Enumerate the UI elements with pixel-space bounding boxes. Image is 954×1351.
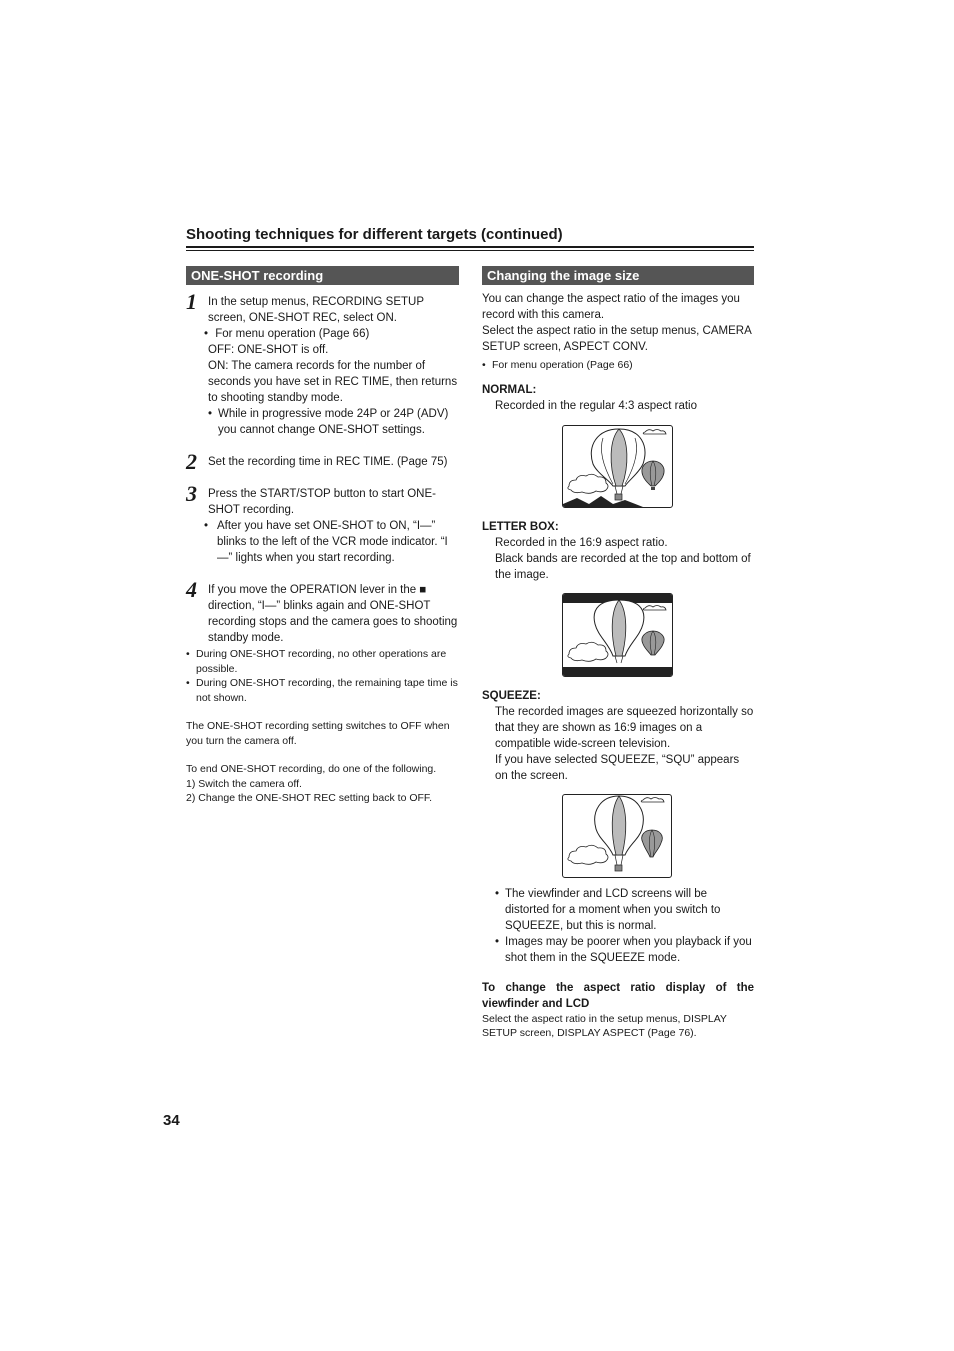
step-text: Set the recording time in REC TIME. (Page 75): [208, 456, 448, 468]
step-1: [186, 289, 460, 438]
bullet-text: Images may be poorer when you playback if you shot them in the SQUEEZE mode.: [505, 935, 752, 964]
bullet-item: • While in progressive mode 24P or 24P (ADV) you cannot change ONE-SHOT settings.: [208, 408, 449, 436]
balloon-illustration-normal: [562, 425, 673, 508]
on-text: ON: The camera records for the number of seconds you have set in REC TIME, then returns to shooting standby mode.: [208, 360, 458, 404]
balloon-illustration-letterbox: [562, 593, 673, 677]
squeeze-text-2: If you have selected SQUEEZE, “SQU” appears on the screen.: [495, 753, 740, 782]
bullet-item: • The viewfinder and LCD screens will be distorted for a moment when you switch to SQUEEZE, but this is normal.: [495, 887, 721, 932]
bullet-text: The viewfinder and LCD screens will be distorted for a moment when you switch to SQUEEZE, but this is normal.: [505, 887, 721, 932]
bullet-text: While in progressive mode 24P or 24P (ADV) you cannot change ONE-SHOT settings.: [218, 408, 449, 436]
balloon-illustration-squeeze: [562, 794, 672, 878]
step-text: If you move the OPERATION lever in the ■ direction, “I—” blinks again and ONE-SHOT recording stops and the camera goes to shooting standby mode.: [208, 584, 458, 644]
step-number: 1: [186, 289, 197, 314]
display-aspect-heading: To change the aspect ratio display of the viewfinder and LCD: [482, 981, 754, 1010]
step-3: [186, 481, 460, 566]
title-rule: [186, 246, 754, 248]
page-number: 34: [163, 1112, 180, 1129]
balloon-icon: [563, 426, 672, 507]
letterbox-text-1: Recorded in the 16:9 aspect ratio.: [495, 536, 668, 549]
note-text: During ONE-SHOT recording, no other operations are possible.: [196, 648, 447, 675]
left-column: [186, 289, 460, 806]
off-paragraph: The ONE-SHOT recording setting switches to OFF when you turn the camera off.: [186, 720, 450, 747]
title-rule-thin: [186, 250, 754, 251]
normal-text: Recorded in the regular 4:3 aspect ratio: [495, 399, 698, 412]
squeeze-label: SQUEEZE:: [482, 689, 541, 702]
balloon-icon: [563, 795, 671, 877]
section-heading-one-shot: ONE-SHOT recording: [186, 266, 459, 285]
section-heading-image-size: Changing the image size: [482, 266, 754, 285]
menu-note-text: For menu operation (Page 66): [492, 359, 633, 371]
display-aspect-text: Select the aspect ratio in the setup menus, DISPLAY SETUP screen, DISPLAY ASPECT (Page 76).: [482, 1012, 727, 1039]
squeeze-text-1: The recorded images are squeezed horizontally so that they are shown as 16:9 images on a compatible wide-screen television.: [495, 705, 754, 750]
step-2: [186, 449, 460, 474]
step-number: 4: [186, 577, 197, 602]
end-intro: To end ONE-SHOT recording, do one of the following.: [186, 763, 437, 775]
step-number: 2: [186, 449, 197, 474]
end-option-2: 2) Change the ONE-SHOT REC setting back to OFF.: [186, 792, 433, 804]
right-column: [482, 291, 754, 1041]
end-option-1: 1) Switch the camera off.: [186, 777, 302, 790]
bullet-text: After you have set ONE-SHOT to ON, “I—” blinks to the left of the VCR mode indicator. “I—” lights when you start recording.: [217, 520, 448, 564]
off-text: OFF: ONE-SHOT is off.: [208, 344, 329, 356]
note-item: • During ONE-SHOT recording, no other operations are possible.: [186, 648, 447, 675]
step-text: Press the START/STOP button to start ONE-SHOT recording.: [208, 488, 436, 516]
step-number: 3: [186, 481, 197, 506]
balloon-icon: [563, 594, 672, 676]
notes-list: [186, 647, 460, 705]
letterbox-label: LETTER BOX:: [482, 520, 559, 533]
bullet-item: • For menu operation (Page 66): [204, 328, 370, 340]
step-text: In the setup menus, RECORDING SETUP screen, ONE-SHOT REC, select ON.: [208, 296, 424, 324]
squeeze-bullets: [482, 886, 754, 966]
bullet-item: • Images may be poorer when you playback if you shot them in the SQUEEZE mode.: [495, 935, 752, 964]
page-title: Shooting techniques for different targets (continued): [186, 226, 563, 243]
intro-text-1: You can change the aspect ratio of the images you record with this camera.: [482, 293, 740, 321]
menu-note: • For menu operation (Page 66): [482, 359, 633, 371]
letterbox-text-2: Black bands are recorded at the top and bottom of the image.: [495, 552, 751, 581]
step-4: [186, 577, 460, 646]
bullet-text: For menu operation (Page 66): [215, 328, 370, 340]
normal-label: NORMAL:: [482, 383, 537, 396]
note-text: During ONE-SHOT recording, the remaining tape time is not shown.: [196, 677, 458, 704]
end-instructions: [186, 762, 460, 806]
note-item: • During ONE-SHOT recording, the remaining tape time is not shown.: [186, 677, 458, 704]
bullet-item: • After you have set ONE-SHOT to ON, “I—” blinks to the left of the VCR mode indicator. “I—” lights when you start recording.: [208, 518, 460, 566]
intro-text-2: Select the aspect ratio in the setup menus, CAMERA SETUP screen, ASPECT CONV.: [482, 325, 752, 353]
